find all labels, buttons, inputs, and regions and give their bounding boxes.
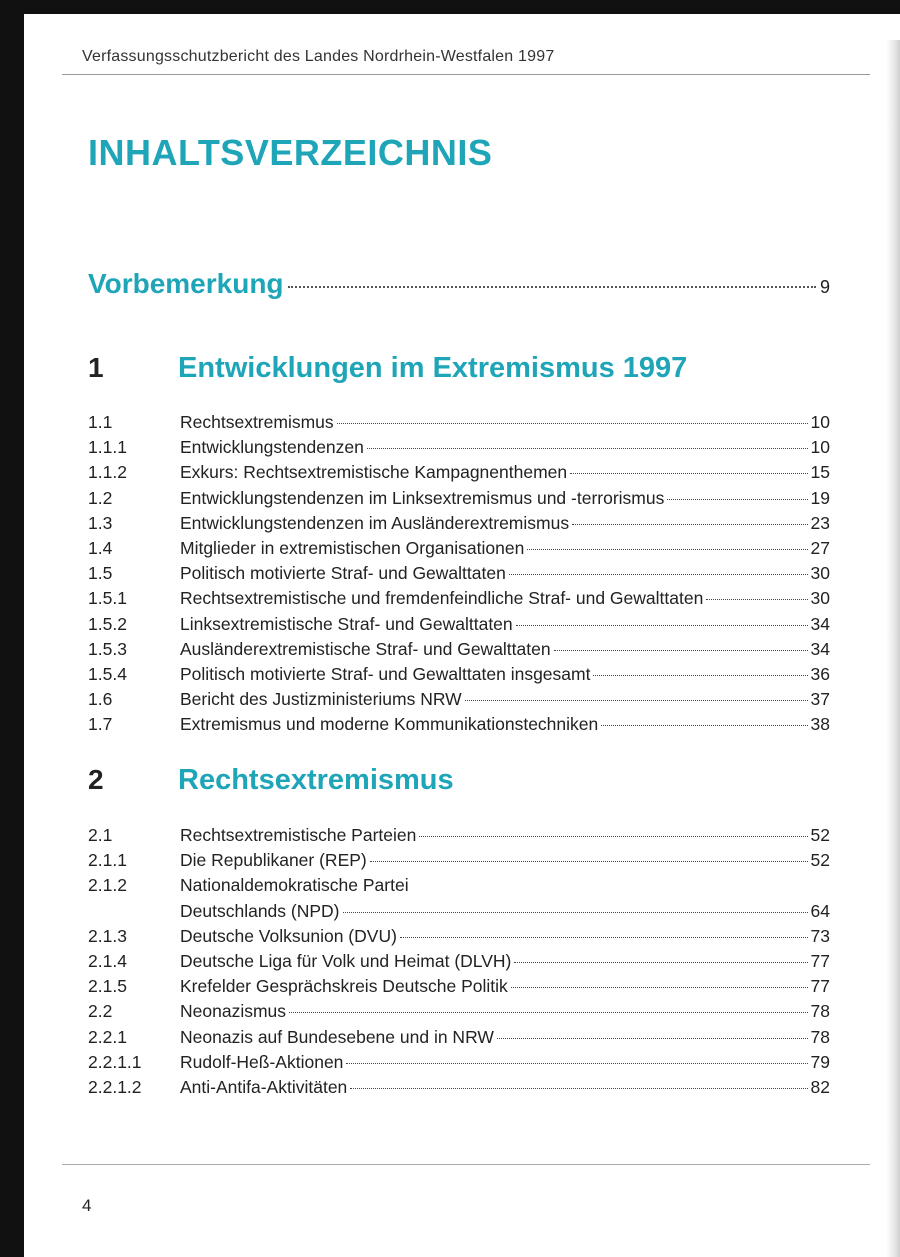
chapter-heading-2[interactable] (88, 764, 454, 797)
toc-entry-title: Entwicklungstendenzen (180, 437, 364, 458)
toc-entry-number: 2.2 (88, 1001, 113, 1022)
toc-entry[interactable] (88, 1077, 830, 1102)
toc-entry-number: 1.1.1 (88, 437, 127, 458)
toc-entry[interactable] (88, 563, 830, 588)
toc-entry[interactable] (88, 664, 830, 689)
dot-leader (288, 286, 816, 288)
toc-entry-number: 1.5.1 (88, 588, 127, 609)
toc-entry-number: 2.1.3 (88, 925, 127, 946)
toc-entry-page: 37 (810, 689, 830, 710)
toc-entry-page: 82 (810, 1076, 830, 1097)
dot-leader (527, 549, 807, 550)
toc-entry[interactable] (88, 976, 830, 1001)
toc-entry-title: Die Republikaner (REP) (180, 850, 367, 871)
toc-entry[interactable] (88, 1027, 830, 1052)
toc-entry-number: 2.1.5 (88, 976, 127, 997)
toc-entry-page: 73 (810, 925, 830, 946)
toc-entry-title: Deutschlands (NPD) (180, 900, 340, 921)
toc-entry-title: Rudolf-Heß-Aktionen (180, 1051, 344, 1072)
toc-entry-number: 1.5.4 (88, 663, 127, 684)
toc-entry-page: 19 (810, 487, 830, 508)
toc-entry-page: 34 (810, 613, 830, 634)
toc-entry[interactable] (88, 462, 830, 487)
toc-entry[interactable] (88, 437, 830, 462)
dot-leader (706, 599, 807, 600)
chapter-number: 2 (88, 764, 104, 795)
dot-leader (572, 524, 807, 525)
toc-entry-page: 64 (810, 900, 830, 921)
toc-entry[interactable] (88, 588, 830, 613)
toc-entry-page: 77 (810, 976, 830, 997)
toc-entry-title: Politisch motivierte Straf- und Gewalttaten (180, 563, 506, 584)
header-rule (62, 74, 870, 75)
toc-entry-page: 34 (810, 638, 830, 659)
toc-entry-title: Linksextremistische Straf- und Gewalttaten (180, 613, 513, 634)
toc-entry[interactable] (88, 901, 830, 926)
dot-leader (289, 1012, 808, 1013)
toc-entry-number: 2.2.1.2 (88, 1076, 142, 1097)
toc-entry-title: Rechtsextremistische Parteien (180, 825, 417, 845)
toc-entry-title: Ausländerextremistische Straf- und Gewalttaten (180, 638, 551, 659)
toc-entry[interactable] (88, 689, 830, 714)
toc-entry-vorbemerkung[interactable] (88, 268, 830, 300)
toc-entry-page: 30 (810, 563, 830, 584)
toc-entry[interactable] (88, 825, 830, 850)
toc-entry-title: Anti-Antifa-Aktivitäten (180, 1076, 348, 1097)
dot-leader (465, 700, 808, 701)
toc-entry-number: 1.1 (88, 412, 113, 432)
toc-entry-number: 2.1.1 (88, 850, 127, 871)
dot-leader (667, 499, 807, 500)
toc-entry-title: Mitglieder in extremistischen Organisationen (180, 537, 525, 558)
dot-leader (350, 1088, 807, 1089)
vorbemerkung-label: Vorbemerkung (88, 268, 284, 299)
toc-entry[interactable] (88, 412, 830, 437)
toc-entry-number: 1.5.3 (88, 638, 127, 659)
toc-entry-page: 79 (810, 1051, 830, 1072)
toc-entry-title: Bericht des Justizministeriums NRW (180, 689, 462, 710)
toc-entry-page: 52 (810, 825, 830, 845)
dot-leader (554, 650, 808, 651)
chapter-heading-1[interactable] (88, 352, 687, 385)
dot-leader (367, 448, 808, 449)
toc-entry-title: Neonazismus (180, 1001, 287, 1022)
dot-leader (593, 675, 807, 676)
dot-leader (419, 836, 807, 837)
toc-entry[interactable] (88, 488, 830, 513)
page-number: 4 (82, 1196, 92, 1215)
toc-entry-title: Entwicklungstendenzen im Ausländerextremismus (180, 512, 570, 533)
toc-entry[interactable] (88, 875, 830, 900)
scan-border-top (24, 0, 900, 14)
toc-entry-number: 1.5 (88, 563, 113, 584)
dot-leader (509, 574, 808, 575)
vorbemerkung-page: 9 (819, 277, 830, 297)
toc-entry-number: 2.1.4 (88, 950, 127, 971)
toc-entry[interactable] (88, 1001, 830, 1026)
toc-entry-title: Nationaldemokratische Partei (180, 875, 409, 896)
dot-leader (400, 937, 808, 938)
toc-entry-number: 2.2.1 (88, 1026, 127, 1047)
chapter-title: Entwicklungen im Extremismus 1997 (178, 352, 688, 384)
toc-entry-title: Deutsche Volksunion (DVU) (180, 925, 397, 946)
dot-leader (601, 725, 807, 726)
toc-entry-page: 78 (810, 1026, 830, 1047)
toc-entry-page: 23 (810, 512, 830, 533)
toc-entry-title: Neonazis auf Bundesebene und in NRW (180, 1026, 494, 1047)
page-title: INHALTSVERZEICHNIS (88, 132, 493, 173)
dot-leader (570, 473, 807, 474)
toc-entry[interactable] (88, 1052, 830, 1077)
toc-entry-number: 1.2 (88, 487, 113, 508)
toc-entry[interactable] (88, 951, 830, 976)
toc-entry-page: 10 (810, 412, 830, 432)
toc-entry-page: 27 (810, 537, 830, 558)
toc-entry-title: Extremismus und moderne Kommunikationstechniken (180, 714, 599, 735)
toc-entry-number: 2.2.1.1 (88, 1051, 142, 1072)
dot-leader (343, 912, 808, 913)
chapter-title: Rechtsextremismus (178, 764, 454, 796)
toc-list-chapter-1 (88, 412, 830, 739)
toc-entry-page: 30 (810, 588, 830, 609)
toc-entry-number: 1.7 (88, 714, 113, 735)
toc-entry-page: 38 (810, 714, 830, 735)
toc-entry[interactable] (88, 513, 830, 538)
toc-entry-title: Rechtsextremismus (180, 412, 334, 432)
toc-entry-title: Entwicklungstendenzen im Linksextremismus und -terrorismus (180, 487, 665, 508)
toc-entry-number: 1.5.2 (88, 613, 127, 634)
toc-list-chapter-2 (88, 825, 830, 1102)
toc-entry[interactable] (88, 850, 830, 875)
toc-entry[interactable] (88, 714, 830, 739)
scan-border-left (0, 0, 24, 1257)
dot-leader (370, 861, 808, 862)
toc-entry-title: Krefelder Gesprächskreis Deutsche Politik (180, 976, 508, 997)
toc-entry-number: 1.6 (88, 689, 113, 710)
toc-entry-number: 2.1.2 (88, 875, 127, 896)
footer-rule (62, 1164, 870, 1165)
dot-leader (497, 1038, 808, 1039)
dot-leader (514, 962, 807, 963)
toc-entry[interactable] (88, 538, 830, 563)
toc-entry-number: 2.1 (88, 825, 113, 845)
toc-entry-title: Deutsche Liga für Volk und Heimat (DLVH) (180, 950, 512, 971)
toc-entry-title: Rechtsextremistische und fremdenfeindliche Straf- und Gewalttaten (180, 588, 704, 609)
running-head: Verfassungsschutzbericht des Landes Nordrhein-Westfalen 1997 (82, 48, 555, 65)
dot-leader (337, 423, 808, 424)
toc-entry-number: 1.4 (88, 537, 113, 558)
toc-entry-page: 36 (810, 663, 830, 684)
scan-shadow-right (886, 40, 900, 1257)
toc-entry-title: Exkurs: Rechtsextremistische Kampagnenthemen (180, 462, 568, 483)
dot-leader (346, 1063, 807, 1064)
toc-entry[interactable] (88, 639, 830, 664)
toc-entry-page: 77 (810, 950, 830, 971)
toc-entry-page: 78 (810, 1001, 830, 1022)
toc-entry-number: 1.1.2 (88, 462, 127, 483)
toc-entry-number: 1.3 (88, 512, 113, 533)
toc-entry-page: 10 (810, 437, 830, 458)
toc-entry-page: 15 (810, 462, 830, 483)
toc-entry-title: Politisch motivierte Straf- und Gewalttaten insgesamt (180, 663, 591, 684)
dot-leader (511, 987, 808, 988)
toc-entry[interactable] (88, 614, 830, 639)
toc-entry-page: 52 (810, 850, 830, 871)
toc-entry[interactable] (88, 926, 830, 951)
dot-leader (516, 625, 808, 626)
chapter-number: 1 (88, 352, 104, 383)
